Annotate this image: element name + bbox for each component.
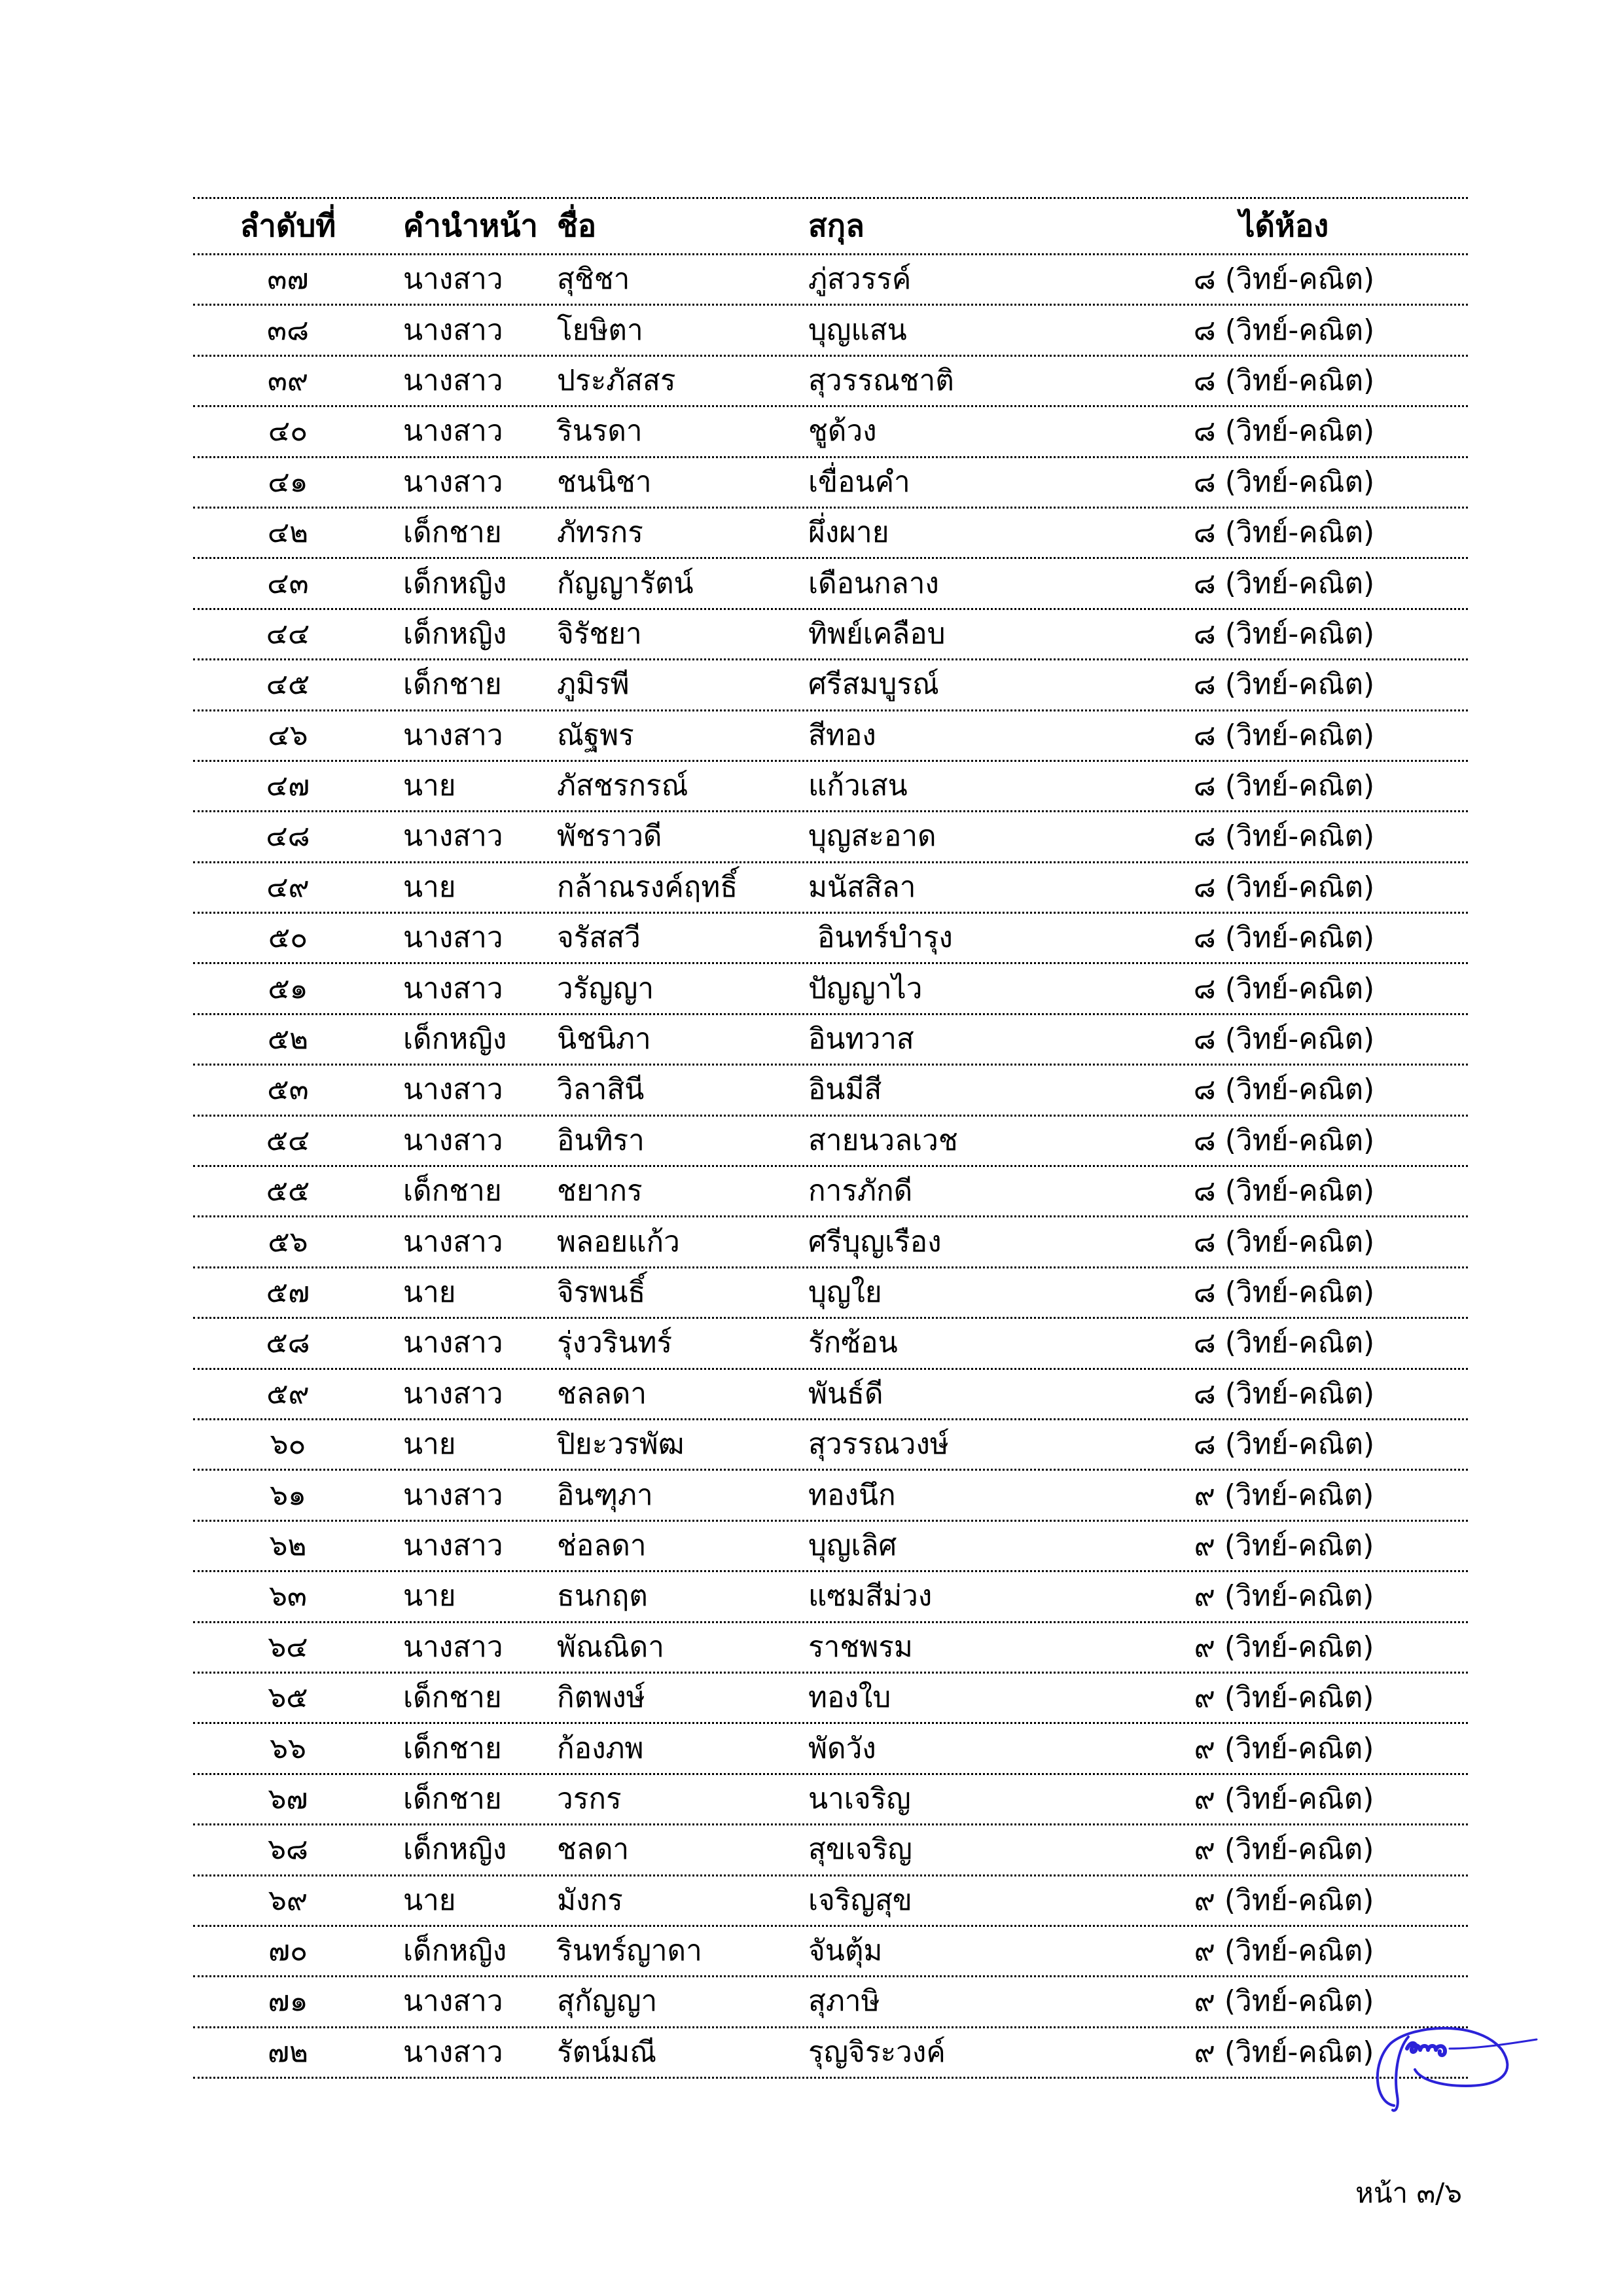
cell-last-name: สุขเจริญ [808, 1833, 912, 1867]
cell-first-name: รุ่งวรินทร์ [557, 1326, 673, 1360]
table-row [193, 1623, 1468, 1674]
cell-prefix: นาย [403, 1579, 456, 1613]
cell-first-name: พัณณิดา [557, 1630, 664, 1664]
cell-no: ๕๘ [266, 1326, 310, 1360]
cell-room: ๘ (วิทย์-คณิต) [1193, 516, 1375, 550]
cell-no: ๖๐ [270, 1427, 306, 1462]
student-room-table [193, 197, 1468, 2079]
cell-no: ๔๒ [267, 516, 309, 550]
cell-room: ๘ (วิทย์-คณิต) [1193, 566, 1375, 600]
cell-no: ๕๖ [268, 1225, 308, 1259]
cell-no: ๕๓ [267, 1073, 309, 1107]
cell-prefix: เด็กชาย [403, 1782, 502, 1816]
cell-first-name: พลอยแก้ว [557, 1225, 680, 1259]
cell-last-name: ภู่สวรรค์ [808, 262, 912, 296]
cell-prefix: นางสาว [403, 1984, 503, 2018]
cell-prefix: นางสาว [403, 971, 503, 1005]
cell-last-name: เจริญสุข [808, 1883, 912, 1917]
cell-room: ๘ (วิทย์-คณิต) [1193, 617, 1375, 651]
cell-last-name: พัดวัง [808, 1731, 876, 1765]
cell-first-name: สุกัญญา [557, 1984, 658, 2018]
cell-last-name: ทองนึก [808, 1478, 896, 1512]
cell-first-name: สุชิชา [557, 262, 630, 296]
cell-prefix: นางสาว [403, 819, 503, 853]
cell-last-name: ผึ่งผาย [808, 516, 889, 550]
table-row [193, 660, 1468, 711]
cell-prefix: นาย [403, 1276, 456, 1309]
header-last-name: สกุล [808, 208, 865, 244]
cell-prefix: นางสาว [403, 1225, 503, 1259]
cell-first-name: รัตน์มณี [557, 2035, 657, 2069]
table-row [193, 1471, 1468, 1521]
table-row [193, 610, 1468, 660]
cell-prefix: เด็กชาย [403, 1731, 502, 1765]
cell-first-name: กิตพงษ์ [557, 1681, 645, 1715]
table-row [193, 1015, 1468, 1066]
cell-prefix: นางสาว [403, 1073, 503, 1107]
header-first-name: ชื่อ [557, 208, 597, 244]
cell-first-name: ปิยะวรพัฒ [557, 1427, 685, 1462]
header-prefix: คำนำหน้า [403, 208, 538, 244]
cell-room: ๙ (วิทย์-คณิต) [1194, 1883, 1374, 1917]
cell-first-name: รินทร์ญาดา [557, 1934, 702, 1968]
cell-no: ๖๙ [268, 1883, 308, 1917]
cell-room: ๘ (วิทย์-คณิต) [1193, 769, 1375, 803]
cell-last-name: บุญใย [808, 1276, 882, 1309]
cell-room: ๙ (วิทย์-คณิต) [1194, 1630, 1374, 1664]
table-row [193, 1775, 1468, 1825]
cell-prefix: นาย [403, 1883, 456, 1917]
cell-prefix: นางสาว [403, 1326, 503, 1360]
cell-no: ๕๙ [266, 1376, 310, 1410]
cell-prefix: นางสาว [403, 363, 503, 397]
cell-no: ๔๑ [268, 465, 308, 499]
cell-room: ๘ (วิทย์-คณิต) [1193, 718, 1375, 752]
cell-no: ๖๕ [268, 1681, 308, 1715]
table-row [193, 1117, 1468, 1167]
cell-room: ๘ (วิทย์-คณิต) [1193, 1326, 1375, 1360]
cell-prefix: นางสาว [403, 921, 503, 955]
table-row [193, 1217, 1468, 1268]
table-row [193, 1572, 1468, 1623]
cell-last-name: ชูด้วง [808, 414, 877, 448]
cell-room: ๙ (วิทย์-คณิต) [1194, 2035, 1374, 2069]
cell-room: ๙ (วิทย์-คณิต) [1194, 1478, 1374, 1512]
cell-last-name: จันตุ้ม [808, 1934, 883, 1968]
cell-last-name: เขื่อนคำ [808, 465, 910, 499]
cell-no: ๕๕ [266, 1174, 310, 1208]
table-row [193, 762, 1468, 812]
cell-last-name: มนัสสิลา [808, 870, 916, 904]
cell-prefix: นาย [403, 769, 456, 803]
cell-no: ๔๘ [266, 819, 310, 853]
cell-last-name: สุภาษิ [808, 1984, 880, 2018]
cell-room: ๘ (วิทย์-คณิต) [1193, 262, 1375, 296]
cell-prefix: นางสาว [403, 1478, 503, 1512]
cell-room: ๘ (วิทย์-คณิต) [1193, 465, 1375, 499]
cell-last-name: ทองใบ [808, 1681, 891, 1715]
cell-first-name: ชลดา [557, 1833, 630, 1867]
cell-prefix: เด็กหญิง [403, 617, 507, 651]
table-row [193, 1370, 1468, 1420]
cell-first-name: ประภัสสร [557, 363, 676, 397]
cell-room: ๘ (วิทย์-คณิต) [1193, 1174, 1375, 1208]
table-row [193, 914, 1468, 964]
cell-first-name: อินฑุภา [557, 1478, 653, 1512]
cell-no: ๕๗ [266, 1276, 310, 1309]
cell-room: ๘ (วิทย์-คณิต) [1193, 414, 1375, 448]
cell-no: ๗๒ [267, 2035, 309, 2069]
cell-prefix: นาย [403, 870, 456, 904]
table-row [193, 1420, 1468, 1471]
cell-room: ๘ (วิทย์-คณิต) [1193, 1073, 1375, 1107]
signature-icon [1368, 2024, 1538, 2115]
cell-prefix: นางสาว [403, 313, 503, 347]
cell-prefix: นางสาว [403, 1630, 503, 1664]
cell-no: ๔๖ [268, 718, 308, 752]
table-row [193, 1724, 1468, 1774]
cell-last-name: แก้วเสน [808, 769, 908, 803]
cell-room: ๙ (วิทย์-คณิต) [1194, 1782, 1374, 1816]
cell-prefix: นางสาว [403, 2035, 503, 2069]
table-row [193, 1066, 1468, 1116]
table-row [193, 1319, 1468, 1369]
cell-no: ๕๐ [268, 921, 308, 955]
cell-no: ๗๐ [268, 1934, 308, 1968]
cell-first-name: ธนกฤต [557, 1579, 648, 1613]
table-row [193, 559, 1468, 609]
cell-no: ๗๑ [268, 1984, 308, 2018]
cell-first-name: อินทิรา [557, 1123, 645, 1157]
cell-room: ๘ (วิทย์-คณิต) [1193, 313, 1375, 347]
cell-first-name: มังกร [557, 1883, 623, 1917]
cell-room: ๘ (วิทย์-คณิต) [1193, 819, 1375, 853]
cell-room: ๘ (วิทย์-คณิต) [1193, 921, 1375, 955]
cell-first-name: รินรดา [557, 414, 643, 448]
table-header-row [193, 197, 1468, 255]
cell-no: ๖๗ [268, 1782, 308, 1816]
cell-prefix: นางสาว [403, 1123, 503, 1157]
cell-room: ๙ (วิทย์-คณิต) [1194, 1579, 1374, 1613]
cell-last-name: แซมสีม่วง [808, 1579, 933, 1613]
cell-last-name: เดือนกลาง [808, 566, 939, 600]
table-row [193, 1674, 1468, 1724]
table-row [193, 863, 1468, 914]
cell-first-name: ก้องภพ [557, 1731, 644, 1765]
cell-prefix: เด็กชาย [403, 516, 502, 550]
cell-last-name: อินทวาส [808, 1022, 914, 1056]
cell-no: ๖๓ [268, 1579, 307, 1613]
cell-no: ๔๗ [266, 769, 310, 803]
cell-first-name: จรัสสวี [557, 921, 641, 955]
cell-room: ๘ (วิทย์-คณิต) [1193, 870, 1375, 904]
cell-last-name: ปัญญาไว [808, 971, 923, 1005]
cell-prefix: เด็กหญิง [403, 566, 507, 600]
cell-last-name: สุวรรณวงษ์ [808, 1427, 949, 1462]
cell-room: ๙ (วิทย์-คณิต) [1194, 1731, 1374, 1765]
cell-last-name: สุวรรณชาติ [808, 363, 954, 397]
cell-room: ๙ (วิทย์-คณิต) [1194, 1833, 1374, 1867]
cell-prefix: เด็กชาย [403, 668, 502, 702]
cell-prefix: เด็กหญิง [403, 1833, 507, 1867]
table-row [193, 964, 1468, 1014]
cell-no: ๓๘ [266, 313, 310, 347]
cell-last-name: บุญสะอาด [808, 819, 936, 853]
cell-first-name: จิรพนธิ์ [557, 1276, 646, 1309]
cell-last-name: บุญเลิศ [808, 1528, 897, 1562]
table-row [193, 1167, 1468, 1217]
table-row [193, 509, 1468, 559]
cell-room: ๘ (วิทย์-คณิต) [1193, 971, 1375, 1005]
table-row [193, 1825, 1468, 1876]
cell-no: ๔๕ [266, 668, 310, 702]
cell-room: ๙ (วิทย์-คณิต) [1194, 1528, 1374, 1562]
cell-prefix: เด็กหญิง [403, 1934, 507, 1968]
cell-first-name: วิลาสินี [557, 1073, 645, 1107]
cell-first-name: นิชนิภา [557, 1022, 651, 1056]
cell-room: ๘ (วิทย์-คณิต) [1193, 1123, 1375, 1157]
cell-room: ๘ (วิทย์-คณิต) [1193, 1427, 1375, 1462]
cell-first-name: พัชราวดี [557, 819, 662, 853]
cell-prefix: นางสาว [403, 262, 503, 296]
table-row [193, 1522, 1468, 1572]
cell-first-name: ภูมิรพี [557, 668, 630, 702]
cell-room: ๙ (วิทย์-คณิต) [1194, 1934, 1374, 1968]
cell-prefix: เด็กชาย [403, 1681, 502, 1715]
cell-first-name: ชนนิชา [557, 465, 652, 499]
cell-last-name: รุญจิระวงค์ [808, 2035, 946, 2069]
cell-prefix: นางสาว [403, 465, 503, 499]
cell-first-name: ภัสชรกรณ์ [557, 769, 688, 803]
cell-last-name: ศรีบุญเรือง [808, 1225, 942, 1259]
cell-last-name: ศรีสมบูรณ์ [808, 668, 939, 702]
table-row [193, 1876, 1468, 1927]
cell-prefix: นาย [403, 1427, 456, 1462]
cell-room: ๘ (วิทย์-คณิต) [1193, 1225, 1375, 1259]
table-row [193, 1977, 1468, 2028]
cell-no: ๖๒ [269, 1528, 307, 1562]
cell-no: ๖๖ [270, 1731, 306, 1765]
cell-room: ๘ (วิทย์-คณิต) [1193, 1022, 1375, 1056]
header-room: ได้ห้อง [1239, 208, 1329, 244]
table-row [193, 458, 1468, 509]
cell-room: ๘ (วิทย์-คณิต) [1193, 363, 1375, 397]
cell-prefix: เด็กชาย [403, 1174, 502, 1208]
cell-no: ๖๔ [268, 1630, 308, 1664]
cell-prefix: นางสาว [403, 414, 503, 448]
cell-first-name: กัญญารัตน์ [557, 566, 694, 600]
cell-no: ๔๙ [266, 870, 310, 904]
cell-last-name: ทิพย์เคลือบ [808, 617, 946, 651]
cell-last-name: รักซ้อน [808, 1326, 898, 1360]
cell-no: ๕๒ [267, 1022, 309, 1056]
cell-last-name: สีทอง [808, 718, 876, 752]
cell-room: ๙ (วิทย์-คณิต) [1194, 1681, 1374, 1715]
cell-first-name: ณัฐพร [557, 718, 634, 752]
cell-no: ๖๑ [270, 1478, 306, 1512]
cell-first-name: โยษิตา [557, 313, 643, 347]
cell-room: ๘ (วิทย์-คณิต) [1193, 668, 1375, 702]
table-row [193, 255, 1468, 306]
cell-first-name: ช่อลดา [557, 1528, 647, 1562]
table-row [193, 306, 1468, 356]
cell-first-name: จิรัชยา [557, 617, 642, 651]
cell-first-name: วรัญญา [557, 971, 654, 1005]
cell-prefix: นางสาว [403, 1528, 503, 1562]
cell-no: ๕๔ [266, 1123, 310, 1157]
cell-no: ๓๙ [267, 363, 309, 397]
table-row [193, 2028, 1468, 2079]
cell-no: ๓๗ [267, 262, 309, 296]
cell-first-name: ชลลดา [557, 1376, 647, 1410]
cell-last-name: บุญแสน [808, 313, 907, 347]
cell-no: ๖๘ [268, 1833, 308, 1867]
table-row [193, 1268, 1468, 1319]
cell-prefix: นางสาว [403, 718, 503, 752]
page-number: หน้า ๓/๖ [1355, 2177, 1462, 2209]
cell-first-name: กล้าณรงค์ฤทธิ์ [557, 870, 738, 904]
cell-last-name: อินทร์บำรุง [808, 921, 953, 955]
cell-last-name: นาเจริญ [808, 1782, 911, 1816]
table-row [193, 407, 1468, 457]
cell-no: ๔๔ [266, 617, 310, 651]
cell-last-name: การภักดี [808, 1174, 913, 1208]
cell-no: ๔๐ [268, 414, 308, 448]
table-body [193, 255, 1468, 2079]
cell-last-name: พันธ์ดี [808, 1376, 883, 1410]
table-row [193, 711, 1468, 762]
cell-room: ๘ (วิทย์-คณิต) [1193, 1276, 1375, 1309]
header-no: ลำดับที่ [240, 208, 336, 244]
cell-first-name: ชยากร [557, 1174, 643, 1208]
cell-last-name: สายนวลเวช [808, 1123, 958, 1157]
cell-last-name: อินมีสี [808, 1073, 882, 1107]
signature-script [1407, 2043, 1445, 2055]
cell-room: ๘ (วิทย์-คณิต) [1193, 1376, 1375, 1410]
table-row [193, 1927, 1468, 1977]
table-row [193, 812, 1468, 863]
cell-first-name: วรกร [557, 1782, 622, 1816]
table-row [193, 357, 1468, 407]
cell-room: ๙ (วิทย์-คณิต) [1194, 1984, 1374, 2018]
cell-no: ๕๑ [268, 971, 308, 1005]
cell-no: ๔๓ [267, 566, 309, 600]
cell-prefix: เด็กหญิง [403, 1022, 507, 1056]
cell-last-name: ราชพรม [808, 1630, 913, 1664]
cell-prefix: นางสาว [403, 1376, 503, 1410]
cell-first-name: ภัทรกร [557, 516, 643, 550]
